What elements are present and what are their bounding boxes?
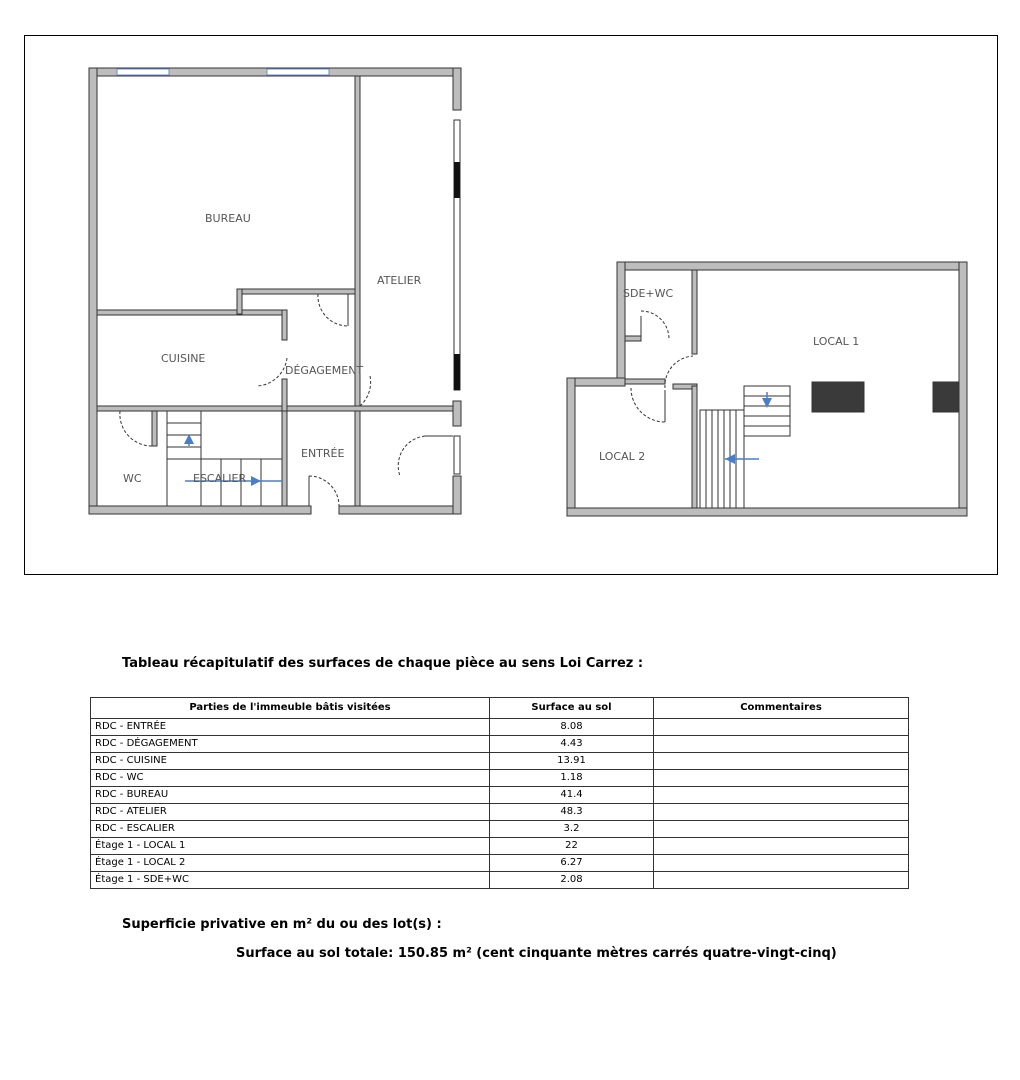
table-row xyxy=(91,736,909,753)
wall xyxy=(237,289,242,314)
cell-part: RDC - DÉGAGEMENT xyxy=(91,736,490,753)
wall xyxy=(453,68,461,110)
wall xyxy=(355,411,360,506)
table-row xyxy=(91,753,909,770)
wall xyxy=(617,262,625,380)
privative-area-label: Superficie privative en m² du ou des lot(s) : xyxy=(122,917,442,932)
table-row xyxy=(91,821,909,838)
header-comments: Commentaires xyxy=(654,698,909,719)
cell-comment xyxy=(654,872,909,889)
cell-part: RDC - BUREAU xyxy=(91,787,490,804)
cell-comment xyxy=(654,753,909,770)
cell-comment xyxy=(654,821,909,838)
table-row xyxy=(91,719,909,736)
header-surface: Surface au sol xyxy=(490,698,654,719)
wall xyxy=(625,379,665,384)
wall xyxy=(89,68,97,514)
table-header-row xyxy=(91,698,909,719)
cell-comment xyxy=(654,736,909,753)
wall xyxy=(89,506,311,514)
chimney-block xyxy=(812,382,864,412)
cell-surface: 3.2 xyxy=(490,821,654,838)
cell-comment xyxy=(654,719,909,736)
cell-surface: 41.4 xyxy=(490,787,654,804)
cell-surface: 6.27 xyxy=(490,855,654,872)
room-label-wc: WC xyxy=(123,472,142,485)
wall xyxy=(152,411,157,446)
room-label-escalier: ESCALIER xyxy=(193,472,247,485)
wall xyxy=(282,379,287,411)
room-label-atelier: ATELIER xyxy=(377,274,422,287)
table-row xyxy=(91,855,909,872)
cell-part: Étage 1 - LOCAL 1 xyxy=(91,838,490,855)
wall xyxy=(959,262,967,516)
wall xyxy=(692,386,697,508)
rdc-plan xyxy=(89,68,461,514)
window xyxy=(454,436,460,474)
etage-plan xyxy=(567,262,967,516)
cell-surface: 4.43 xyxy=(490,736,654,753)
cell-surface: 13.91 xyxy=(490,753,654,770)
cell-comment xyxy=(654,804,909,821)
table-row xyxy=(91,838,909,855)
room-label-cuisine: CUISINE xyxy=(161,352,206,365)
table-row xyxy=(91,872,909,889)
rdc-windows xyxy=(117,69,460,474)
cell-surface: 8.08 xyxy=(490,719,654,736)
wall xyxy=(339,506,461,514)
window-frame xyxy=(454,162,460,198)
wall xyxy=(453,476,461,514)
total-surface: Surface au sol totale: 150.85 m² (cent cinquante mètres carrés quatre-vingt-cinq) xyxy=(236,946,837,961)
window-frame xyxy=(454,354,460,390)
wall xyxy=(282,310,287,340)
cell-part: RDC - ENTRÉE xyxy=(91,719,490,736)
cell-part: RDC - WC xyxy=(91,770,490,787)
wall xyxy=(692,270,697,354)
surfaces-table-title: Tableau récapitulatif des surfaces de chaque pièce au sens Loi Carrez : xyxy=(122,656,644,671)
rdc-labels xyxy=(123,212,422,485)
header-part: Parties de l'immeuble bâtis visitées xyxy=(91,698,490,719)
window xyxy=(117,69,169,75)
table-row xyxy=(91,787,909,804)
wall xyxy=(625,336,641,341)
etage-labels xyxy=(599,287,859,463)
wall xyxy=(237,289,355,294)
wall xyxy=(567,378,575,516)
cell-part: RDC - ATELIER xyxy=(91,804,490,821)
wall xyxy=(282,411,287,506)
wall xyxy=(97,310,287,315)
window xyxy=(454,120,460,390)
floor-plan-drawing xyxy=(25,36,999,576)
cell-surface: 2.08 xyxy=(490,872,654,889)
cell-comment xyxy=(654,787,909,804)
cell-comment xyxy=(654,770,909,787)
room-label-local2: LOCAL 2 xyxy=(599,450,646,463)
wall xyxy=(617,262,967,270)
chimney-block xyxy=(933,382,959,412)
wall xyxy=(453,401,461,426)
cell-comment xyxy=(654,855,909,872)
rdc-stairs xyxy=(167,411,283,506)
table-row xyxy=(91,804,909,821)
cell-surface: 48.3 xyxy=(490,804,654,821)
cell-comment xyxy=(654,838,909,855)
cell-part: Étage 1 - SDE+WC xyxy=(91,872,490,889)
cell-surface: 1.18 xyxy=(490,770,654,787)
wall xyxy=(355,76,360,406)
table-row xyxy=(91,770,909,787)
cell-part: Étage 1 - LOCAL 2 xyxy=(91,855,490,872)
cell-part: RDC - CUISINE xyxy=(91,753,490,770)
cell-surface: 22 xyxy=(490,838,654,855)
floor-plan-frame xyxy=(24,35,998,575)
wall xyxy=(567,508,967,516)
room-label-bureau: BUREAU xyxy=(205,212,251,225)
surfaces-table xyxy=(90,697,909,889)
etage-doors xyxy=(631,311,693,422)
wall xyxy=(567,378,625,386)
etage-stairs xyxy=(700,386,790,508)
cell-part: RDC - ESCALIER xyxy=(91,821,490,838)
wall xyxy=(97,406,453,411)
room-label-degagement: DÉGAGEMENT xyxy=(285,364,364,377)
window xyxy=(267,69,329,75)
room-label-sdewc: SDE+WC xyxy=(623,287,674,300)
room-label-local1: LOCAL 1 xyxy=(813,335,860,348)
room-label-entree: ENTRÉE xyxy=(301,447,345,460)
